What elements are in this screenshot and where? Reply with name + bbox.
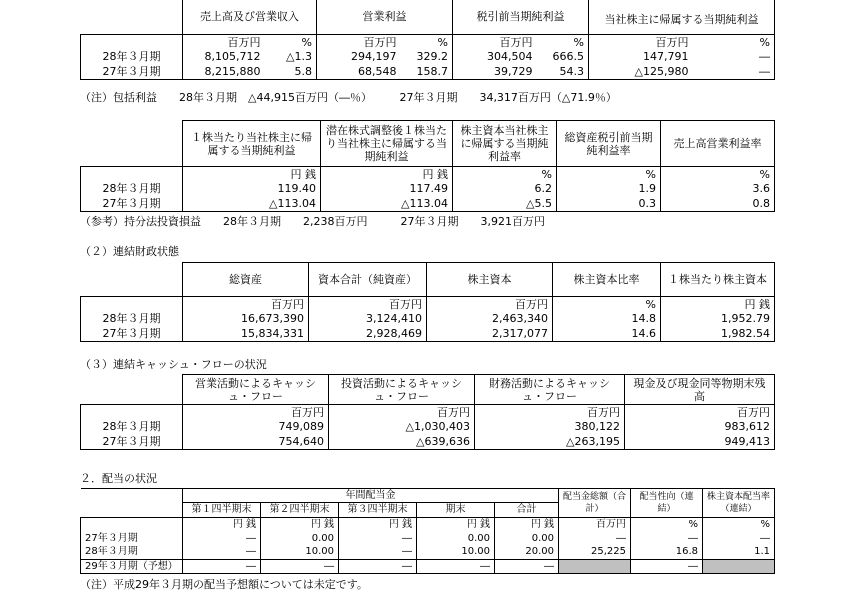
data-cell: 10.00 <box>417 546 495 560</box>
col-header: 現金及び現金同等物期末残高 <box>625 375 775 405</box>
comprehensive-income-note: （注）包括利益 28年３月期 △44,915百万円（―％） 27年３月期 34,317百万円（△71.9％） <box>80 91 617 104</box>
data-cell: 304,504 <box>453 50 537 65</box>
col-header: １株当たり当社株主に帰属する当期純利益 <box>183 121 321 167</box>
col-header: 税引前当期純利益 <box>453 0 589 35</box>
data-cell: 117.49 <box>321 182 453 197</box>
data-cell: 983,612 <box>625 420 775 435</box>
unit-cell: 百万円 <box>317 35 401 50</box>
sub-header: 期末 <box>417 503 495 518</box>
data-cell: 16,673,390 <box>183 312 309 327</box>
data-cell: 0.00 <box>495 532 559 546</box>
unit-cell: % <box>693 35 775 50</box>
row-label: 28年３月期 <box>81 182 183 197</box>
data-cell: 380,122 <box>475 420 625 435</box>
data-cell: 16.8 <box>631 546 703 560</box>
row-label: 29年３月期（予想） <box>81 560 183 574</box>
data-cell: 68,548 <box>317 65 401 80</box>
corner-cell <box>81 121 183 167</box>
col-header: １株当たり株主資本 <box>661 263 775 297</box>
data-cell: ― <box>261 560 339 574</box>
unit-cell: % <box>557 167 661 182</box>
unit-cell: 円 銭 <box>661 297 775 312</box>
data-cell: 3.6 <box>661 182 775 197</box>
data-cell: ― <box>631 532 703 546</box>
data-cell: ― <box>339 560 417 574</box>
col-header: 株主資本比率 <box>553 263 661 297</box>
corner-cell <box>81 489 183 503</box>
unit-cell: 百万円 <box>183 35 265 50</box>
row-label: 27年３月期 <box>81 197 183 212</box>
corner-cell <box>81 375 183 405</box>
col-header: 総資産 <box>183 263 309 297</box>
unit-cell: 百万円 <box>589 35 693 50</box>
data-cell: 8,215,880 <box>183 65 265 80</box>
data-cell: ― <box>183 560 261 574</box>
col-header: 株主資本 <box>427 263 553 297</box>
per-share-table <box>80 120 775 212</box>
unit-cell: 百万円 <box>559 518 631 532</box>
row-label: 27年３月期 <box>81 327 183 342</box>
data-cell: 8,105,712 <box>183 50 265 65</box>
corner-cell <box>81 263 183 297</box>
data-cell: ― <box>417 560 495 574</box>
col-header: 配当金総額（合計） <box>559 489 631 518</box>
data-cell: 2,928,469 <box>309 327 427 342</box>
unit-cell: % <box>661 167 775 182</box>
col-header: 営業利益 <box>317 0 453 35</box>
shaded-cell <box>703 560 775 574</box>
cash-flow-table <box>80 374 775 450</box>
unit-cell: 百万円 <box>183 297 309 312</box>
section-title-dividends: ２．配当の状況 <box>80 472 157 485</box>
unit-cell: 百万円 <box>453 35 537 50</box>
data-cell: 20.00 <box>495 546 559 560</box>
data-cell: ― <box>183 532 261 546</box>
col-header: 配当性向（連結） <box>631 489 703 518</box>
col-header: 株主資本当社株主に帰属する当期純利益率 <box>453 121 557 167</box>
row-label: 28年３月期 <box>81 312 183 327</box>
corner-cell <box>81 405 183 420</box>
corner-cell <box>81 503 183 518</box>
data-cell: 1,982.54 <box>661 327 775 342</box>
unit-cell: 百万円 <box>329 405 475 420</box>
data-cell: 10.00 <box>261 546 339 560</box>
data-cell: 3,124,410 <box>309 312 427 327</box>
data-cell: ― <box>339 532 417 546</box>
data-cell: ― <box>631 560 703 574</box>
data-cell: ― <box>693 50 775 65</box>
operating-results-table <box>80 0 775 80</box>
shaded-cell <box>559 560 631 574</box>
unit-cell: 百万円 <box>309 297 427 312</box>
unit-cell: 円 銭 <box>495 518 559 532</box>
data-cell: △263,195 <box>475 435 625 450</box>
row-label: 27年３月期 <box>81 532 183 546</box>
group-header-annual-dividend: 年間配当金 <box>183 489 559 503</box>
col-header: 資本合計（純資産） <box>309 263 427 297</box>
unit-cell: % <box>453 167 557 182</box>
data-cell: 25,225 <box>559 546 631 560</box>
equity-method-note: （参考）持分法投資損益 28年３月期 2,238百万円 27年３月期 3,921百万円 <box>80 215 545 228</box>
unit-cell: 円 銭 <box>417 518 495 532</box>
data-cell: 0.3 <box>557 197 661 212</box>
data-cell: ― <box>703 532 775 546</box>
data-cell: 158.7 <box>401 65 453 80</box>
unit-cell: 円 銭 <box>183 518 261 532</box>
data-cell: 1.9 <box>557 182 661 197</box>
data-cell: 294,197 <box>317 50 401 65</box>
data-cell: ― <box>183 546 261 560</box>
dividend-forecast-note: （注）平成29年３月期の配当予想額については未定です。 <box>80 578 368 591</box>
data-cell: △5.5 <box>453 197 557 212</box>
data-cell: 54.3 <box>537 65 589 80</box>
unit-cell: 円 銭 <box>339 518 417 532</box>
data-cell: 1,952.79 <box>661 312 775 327</box>
data-cell: △113.04 <box>321 197 453 212</box>
data-cell: △1.3 <box>286 50 312 64</box>
col-header: 潜在株式調整後１株当たり当社株主に帰属する当期純利益 <box>321 121 453 167</box>
sub-header: 合計 <box>495 503 559 518</box>
data-cell: △1,030,403 <box>329 420 475 435</box>
unit-cell: 円 銭 <box>321 167 453 182</box>
unit-cell: 百万円 <box>475 405 625 420</box>
unit-cell: % <box>573 35 584 49</box>
corner-cell <box>81 518 183 532</box>
data-cell: ― <box>559 532 631 546</box>
data-cell: 119.40 <box>183 182 321 197</box>
data-cell: 14.8 <box>553 312 661 327</box>
unit-cell: % <box>437 35 448 49</box>
data-cell: 0.8 <box>661 197 775 212</box>
data-cell: 0.00 <box>261 532 339 546</box>
unit-cell: 百万円 <box>625 405 775 420</box>
data-cell: 666.5 <box>552 50 584 64</box>
unit-cell: % <box>631 518 703 532</box>
data-cell: 6.2 <box>453 182 557 197</box>
unit-cell: % <box>703 518 775 532</box>
data-cell: ― <box>339 546 417 560</box>
col-header: 売上高営業利益率 <box>661 121 775 167</box>
unit-cell: % <box>301 35 312 49</box>
unit-cell: 円 銭 <box>183 167 321 182</box>
data-cell: 949,413 <box>625 435 775 450</box>
col-header: 営業活動によるキャッシュ・フロー <box>183 375 329 405</box>
data-cell: 147,791 <box>589 50 693 65</box>
data-cell: △639,636 <box>329 435 475 450</box>
row-label: 28年３月期 <box>81 546 183 560</box>
row-label: 27年３月期 <box>81 65 183 80</box>
unit-cell: 円 銭 <box>261 518 339 532</box>
data-cell: △125,980 <box>589 65 693 80</box>
unit-cell: % <box>553 297 661 312</box>
data-cell: 5.8 <box>265 65 317 80</box>
data-cell: 749,089 <box>183 420 329 435</box>
col-header: 当社株主に帰属する当期純利益 <box>589 0 775 35</box>
col-header: 総資産税引前当期純利益率 <box>557 121 661 167</box>
row-label: 28年３月期 <box>81 50 183 65</box>
section-title-financial-position: （２）連結財政状態 <box>80 245 179 258</box>
data-cell: 2,463,340 <box>427 312 553 327</box>
data-cell: 329.2 <box>416 50 448 64</box>
data-cell: ― <box>495 560 559 574</box>
corner-cell <box>81 167 183 182</box>
data-cell: 754,640 <box>183 435 329 450</box>
unit-cell: 百万円 <box>427 297 553 312</box>
corner-cell <box>81 0 183 35</box>
unit-cell: 百万円 <box>183 405 329 420</box>
corner-cell <box>81 297 183 312</box>
col-header: 株主資本配当率（連結） <box>703 489 775 518</box>
data-cell: △113.04 <box>183 197 321 212</box>
data-cell: 14.6 <box>553 327 661 342</box>
sub-header: 第１四半期末 <box>183 503 261 518</box>
financial-position-table <box>80 262 775 342</box>
row-label: 27年３月期 <box>81 435 183 450</box>
data-cell: 1.1 <box>703 546 775 560</box>
row-label: 28年３月期 <box>81 420 183 435</box>
data-cell: 2,317,077 <box>427 327 553 342</box>
dividends-table <box>80 488 775 574</box>
section-title-cash-flows: （３）連結キャッシュ・フローの状況 <box>80 358 267 371</box>
data-cell: 15,834,331 <box>183 327 309 342</box>
sub-header: 第２四半期末 <box>261 503 339 518</box>
sub-header: 第３四半期末 <box>339 503 417 518</box>
data-cell: 0.00 <box>417 532 495 546</box>
col-header: 売上高及び営業収入 <box>183 0 317 35</box>
corner-cell <box>81 35 183 50</box>
col-header: 財務活動によるキャッシュ・フロー <box>475 375 625 405</box>
data-cell: 39,729 <box>453 65 537 80</box>
data-cell: ― <box>693 65 775 80</box>
col-header: 投資活動によるキャッシュ・フロー <box>329 375 475 405</box>
